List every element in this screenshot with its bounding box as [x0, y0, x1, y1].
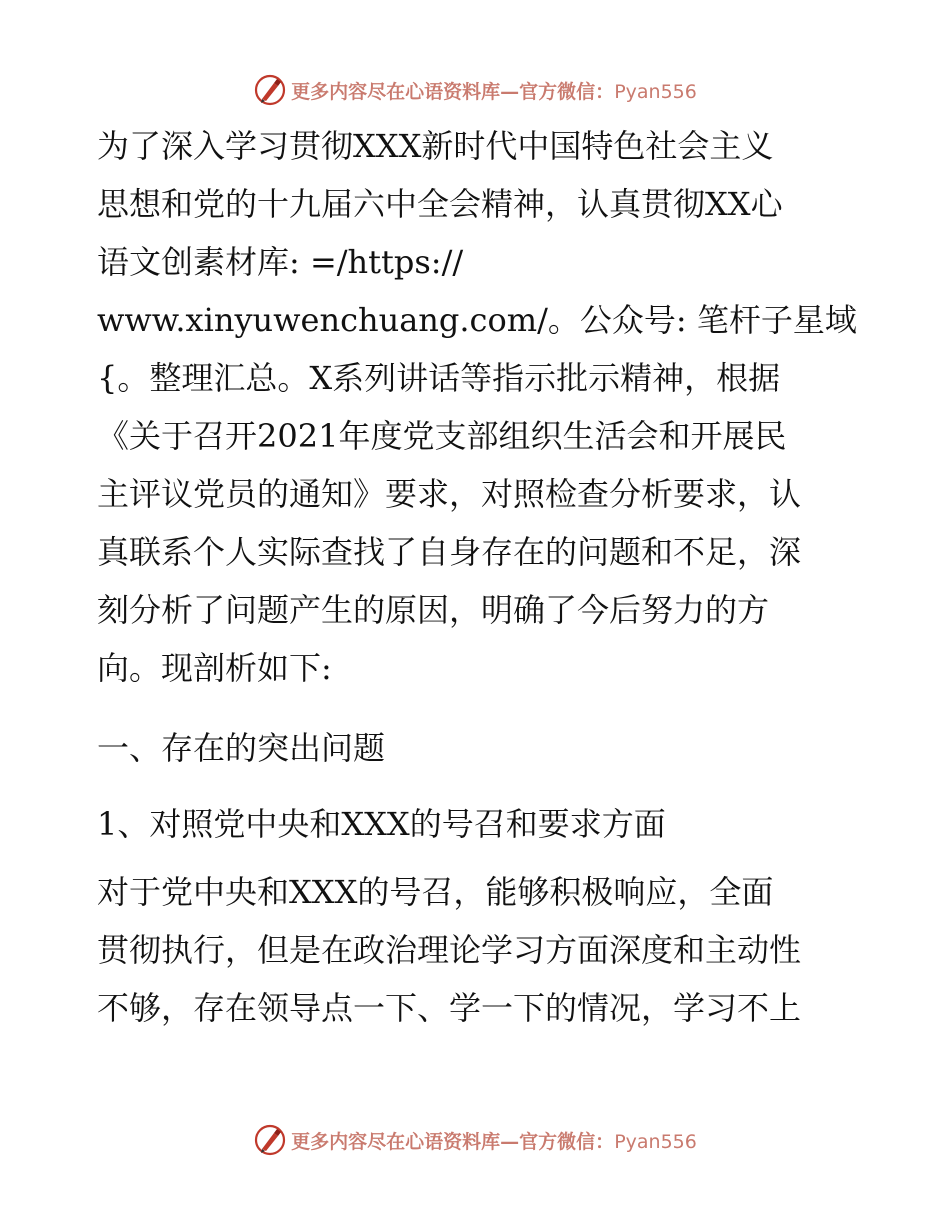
intro-line-9: 刻分析了问题产生的原因，明确了今后努力的方	[97, 591, 770, 629]
banner-official-label: 官方微信：	[519, 1130, 615, 1153]
intro-line-10: 向。现剖析如下:	[97, 649, 332, 687]
banner-official-label: 官方微信：	[519, 80, 615, 103]
intro-line-2: 思想和党的十九届六中全会精神，认真贯彻XX心	[97, 185, 783, 223]
footer-watermark-banner	[0, 1120, 950, 1160]
section-body-line-2: 贯彻执行，但是在政治理论学习方面深度和主动性	[97, 931, 802, 969]
intro-line-8: 真联系个人实际查找了自身存在的问题和不足，深	[97, 533, 802, 571]
section-subheading: 1、对照党中央和XXX的号召和要求方面	[97, 805, 666, 843]
banner-text	[291, 77, 697, 104]
banner-main-text: 更多内容尽在心语资料库	[291, 80, 501, 103]
intro-line-5: {。整理汇总。X系列讲话等指示批示精神，根据	[97, 359, 781, 397]
intro-line-4: www.xinyuwenchuang.com/。公众号: 笔杆子星域	[97, 301, 857, 339]
banner-text	[291, 1127, 697, 1154]
section-heading: 一、存在的突出问题	[97, 729, 386, 767]
pen-logo-icon	[253, 1123, 287, 1157]
pen-logo-icon	[253, 73, 287, 107]
banner-main-text: 更多内容尽在心语资料库	[291, 1130, 501, 1153]
banner-wechat-id: Pyan556	[614, 1130, 697, 1153]
intro-line-3: 语文创素材库: =/https://	[97, 243, 464, 281]
banner-wechat-id: Pyan556	[614, 80, 697, 103]
intro-line-1: 为了深入学习贯彻XXX新时代中国特色社会主义	[97, 127, 774, 165]
section-body-line-1: 对于党中央和XXX的号召，能够积极响应，全面	[97, 873, 774, 911]
banner-dash: —	[500, 1130, 520, 1153]
header-watermark-banner	[0, 70, 950, 110]
intro-line-7: 主评议党员的通知》要求，对照检查分析要求，认	[97, 475, 802, 513]
intro-line-6: 《关于召开2021年度党支部组织生活会和开展民	[97, 417, 787, 455]
banner-dash: —	[500, 80, 520, 103]
section-body-line-3: 不够，存在领导点一下、学一下的情况，学习不上	[97, 989, 802, 1027]
